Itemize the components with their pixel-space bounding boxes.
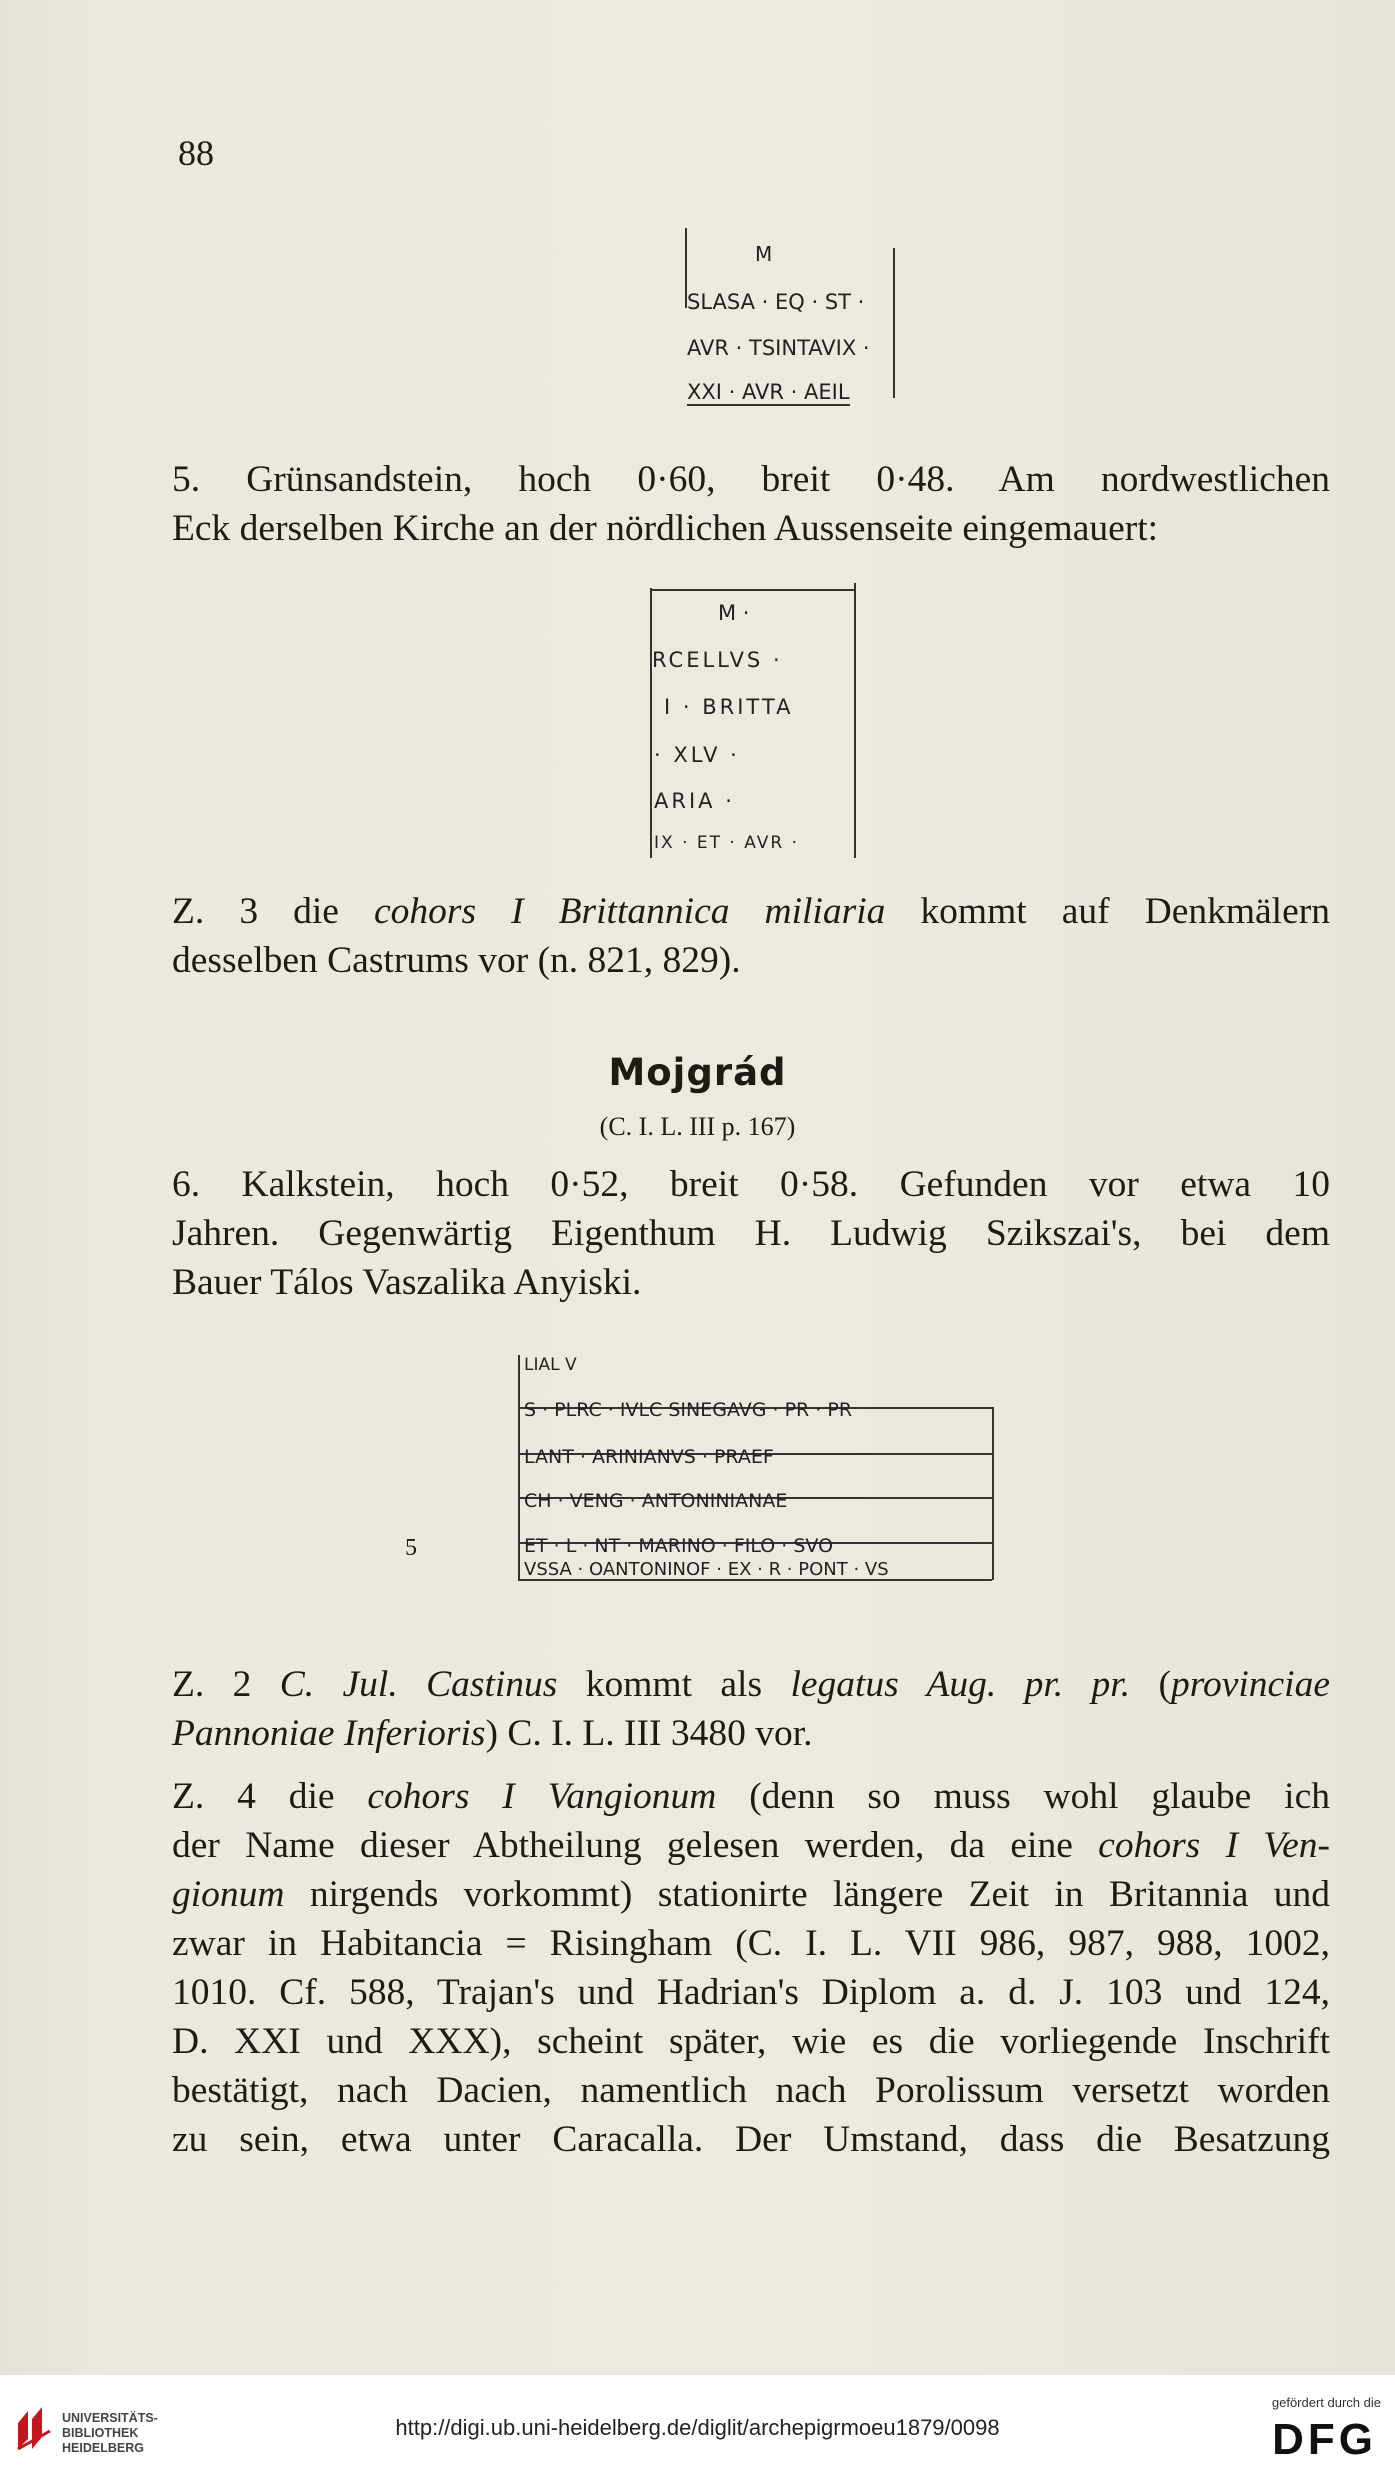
inscription-c-line: CH · VENG · ANTONINIANAE — [524, 1490, 788, 1512]
inscription-line-number: 5 — [405, 1535, 417, 1561]
funding-note: gefördert durch die — [1271, 2395, 1381, 2410]
inscription-c-line: LIAL V — [524, 1355, 577, 1375]
library-name: UNIVERSITÄTS- BIBLIOTHEK HEIDELBERG — [62, 2411, 158, 2455]
inscription-b-line: ARIA · — [654, 789, 735, 813]
inscription-b-line: RCELLVS · — [652, 648, 783, 672]
paragraph-z3: Z. 3 die cohors I Brittannica miliaria kommt auf Denkmälern desselben Castrums vor (n. 821, 829). — [172, 891, 1330, 981]
inscription-a-line: XXI · AVR · AEIL — [687, 380, 850, 404]
inscription-c — [518, 1347, 998, 1582]
inscription-a-line: SLASA · EQ · ST · — [687, 290, 865, 314]
inscription-c-line: ET · L · NT · MARINO · FILO · SVO — [524, 1535, 834, 1557]
section-reference: (C. I. L. III p. 167) — [599, 1112, 796, 1141]
inscription-b-line: IX · ET · AVR · — [654, 833, 799, 853]
dfg-logo: DFG — [1272, 2415, 1377, 2464]
page-number: 88 — [178, 133, 214, 173]
inscription-b-line: I · BRITTA — [664, 695, 794, 719]
section-heading: Mojgrád — [608, 1051, 787, 1094]
inscription-a — [605, 228, 905, 418]
inscription-c-line: S · PLRC · IVLC SINEGAVG · PR · PR — [524, 1399, 853, 1421]
inscription-b — [650, 583, 870, 873]
footer-bar — [0, 2375, 1395, 2478]
inscription-c-line: LANT · ARINIANVS · PRAEF — [524, 1446, 774, 1468]
paragraph-z2: Z. 2 C. Jul. Castinus kommt als legatus Aug. pr. pr. (provinciae Pannoniae Inferioris) C. I. L. III 3480 vor. — [172, 1664, 1330, 1754]
inscription-b-line: M · — [718, 601, 750, 625]
page-url[interactable]: http://digi.ub.uni-heidelberg.de/diglit/archepigrmoeu1879/0098 — [395, 2415, 1000, 2440]
paragraph-z4: Z. 4 die cohors I Vangionum (denn so muss wohl glaube ich der Name dieser Abtheilung gelesen werden, da eine cohors I Ven- gionum nirgends vorkommt) stationirte längere Zeit in Britannia und zwar in Habitancia = Risingham (C. I. L. VII 986, 987, 988, 1002, 1010. Cf. 588, Trajan's und Hadrian's Diplom a. d. J. 103 und 124, D. XXI und XXX), scheint später, wie es die vorliegende Inschrift bestätigt, nach Dacien, namentlich nach Porolissum versetzt worden zu sein, etwa unter Caracalla. Der Umstand, dass die Besatzung — [172, 1776, 1331, 2160]
paragraph-6: 6. Kalkstein, hoch 0·52, breit 0·58. Gefunden vor etwa 10 Jahren. Gegenwärtig Eigenthum H. Ludwig Szikszai's, bei dem Bauer Tálos Vaszalika Anyiski. — [172, 1164, 1330, 1303]
paragraph-5: 5. Grünsandstein, hoch 0·60, breit 0·48. Am nordwestlichen Eck derselben Kirche an der nördlichen Aussenseite eingemauert: — [172, 459, 1330, 549]
inscription-a-line: M — [755, 242, 773, 266]
inscription-b-line: · XLV · — [654, 743, 740, 767]
inscription-c-line: VSSA · OANTONINOF · EX · R · PONT · VS — [524, 1559, 889, 1580]
inscription-a-line: AVR · TSINTAVIX · — [687, 336, 870, 360]
